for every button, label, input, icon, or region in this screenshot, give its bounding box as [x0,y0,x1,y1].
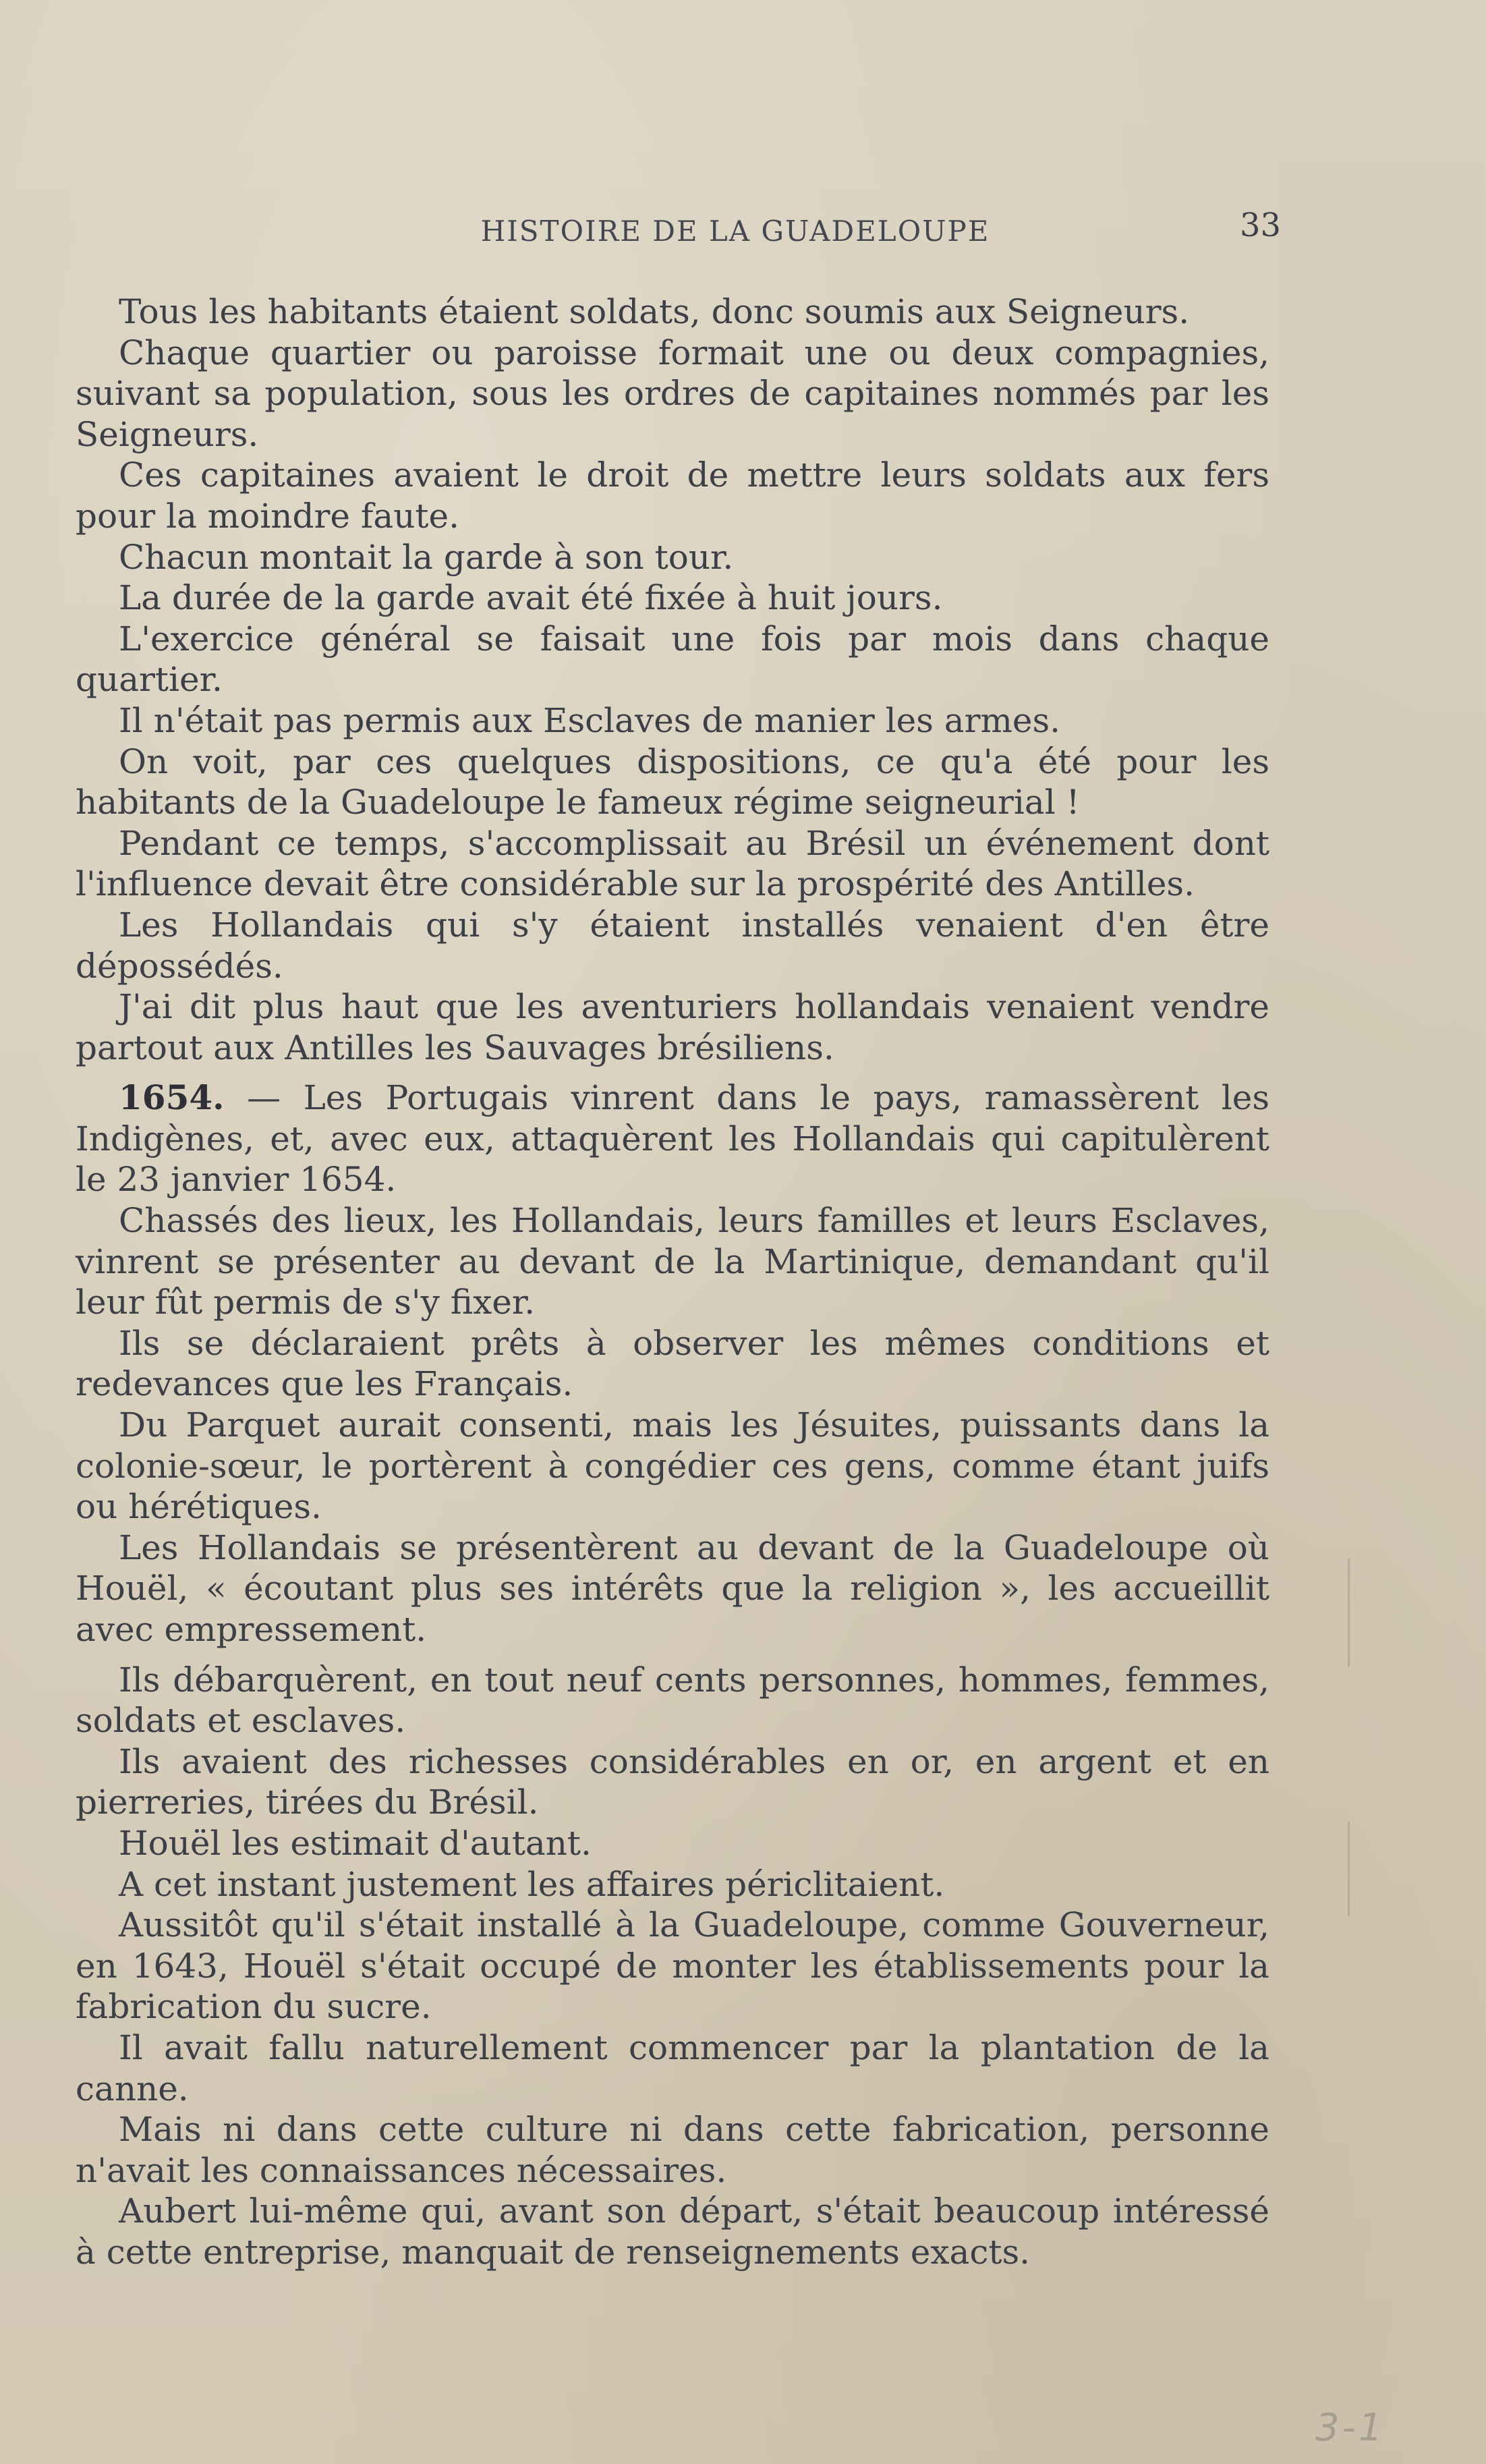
paragraph: Il n'était pas permis aux Esclaves de manier les armes. [119,700,1061,740]
paragraph: Aussitôt qu'il s'était installé à la Guadeloupe, comme Gouverneur, en 1643, Houël s'était occupé de monter les établissements pour la fabrication du sucre. [76,1905,1269,2027]
paragraph-1654-text: — Les Portugais vinrent dans le pays, ramassèrent les Indigènes, et, avec eux, attaquèrent les Hollandais qui capitulèrent le 23 janvier 1654. [76,1078,1269,1200]
paragraph: Chassés des lieux, les Hollandais, leurs familles et leurs Esclaves, vinrent se présenter au devant de la Martinique, demandant qu'il leur fût permis de s'y fixer. [76,1201,1269,1322]
paragraph: La durée de la garde avait été fixée à huit jours. [119,578,943,618]
paragraph: L'exercice général se faisait une fois par mois dans chaque quartier. [76,619,1269,700]
edge-mark [1348,1822,1350,1916]
paragraph: Il avait fallu naturellement commencer par la plantation de la canne. [76,2027,1269,2108]
paragraph: Ces capitaines avaient le droit de mettre leurs soldats aux fers pour la moindre faute. [76,455,1269,536]
paragraph: Chacun montait la garde à son tour. [119,537,734,577]
paragraph: Ils avaient des richesses considérables en or, en argent et en pierreries, tirées du Brésil. [76,1741,1269,1822]
paragraph: Mais ni dans cette culture ni dans cette fabrication, personne n'avait les connaissances nécessaires. [76,2110,1269,2190]
paragraph: Chaque quartier ou paroisse formait une ou deux compagnies, suivant sa population, sous les ordres de capitaines nommés par les Seigneurs. [76,333,1269,454]
year-label: 1654. [119,1077,225,1118]
body-text [76,291,1269,2273]
paragraph: Pendant ce temps, s'accomplissait au Brésil un événement dont l'influence devait être considérable sur la prospérité des Antilles. [76,823,1269,904]
paragraph: Houël les estimait d'autant. [119,1823,592,1863]
paragraph-1654 [76,1077,1269,1200]
paragraph: Aubert lui-même qui, avant son départ, s'était beaucoup intéressé à cette entreprise, manquait de renseignements exacts. [76,2191,1269,2272]
edge-mark [1348,1559,1350,1667]
paragraph: Tous les habitants étaient soldats, donc soumis aux Seigneurs. [119,292,1190,331]
paragraph: Ils débarquèrent, en tout neuf cents personnes, hommes, femmes, soldats et esclaves. [76,1660,1269,1741]
paragraph: Ils se déclaraient prêts à observer les mêmes conditions et redevances que les Français. [76,1323,1269,1404]
paragraph: Du Parquet aurait consenti, mais les Jésuites, puissants dans la colonie-sœur, le portèrent à congédier ces gens, comme étant juifs ou hérétiques. [76,1405,1269,1527]
paragraph: On voit, par ces quelques dispositions, ce qu'a été pour les habitants de la Guadeloupe le fameux régime seigneurial ! [76,741,1269,822]
handwritten-margin-note: 3-1 [1315,2406,1385,2450]
page-number: 33 [1240,206,1282,244]
paragraph: Les Hollandais qui s'y étaient installés venaient d'en être dépossédés. [76,905,1269,986]
paragraph: Les Hollandais se présentèrent au devant de la Guadeloupe où Houël, « écoutant plus ses intérêts que la religion », les accueillit avec empressement. [76,1528,1269,1649]
running-title: HISTOIRE DE LA GUADELOUPE [480,215,990,248]
paragraph: A cet instant justement les affaires périclitaient. [119,1864,945,1904]
paragraph: J'ai dit plus haut que les aventuriers hollandais venaient vendre partout aux Antilles les Sauvages brésiliens. [76,987,1269,1067]
